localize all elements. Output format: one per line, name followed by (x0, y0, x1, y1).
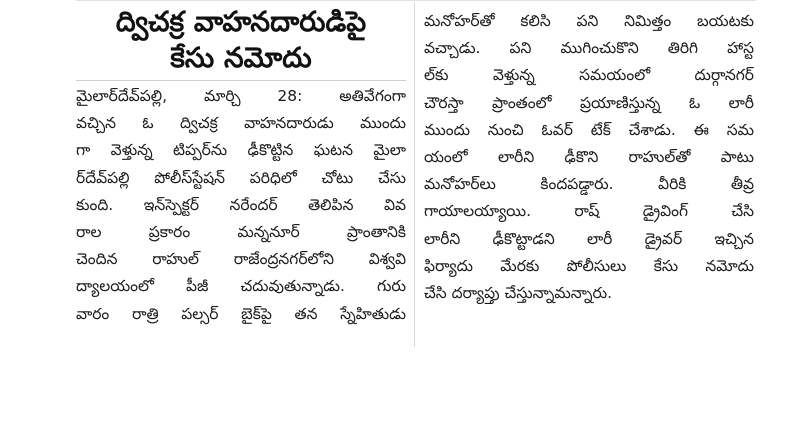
text-line: గా వెళ్తున్న టిప్పర్‌ను ఢీకొట్టిన ఘటన మైలా (76, 141, 406, 160)
text-line: వచ్చాడు. పని ముగించుకొని తిరిగి హాస్ట (424, 39, 754, 58)
text-line: లారీని ఢీకొట్టాడని లారీ డ్రైవర్ ఇచ్చిన (424, 229, 754, 248)
text-line: మనోహర్‌తో కలిసి పని నిమిత్తం బయటకు (424, 12, 754, 30)
text-line: ముందు నుంచి ఓవర్ టేక్ చేశాడు. ఈ సమ (424, 120, 754, 139)
text-line: ర్‌దేవ్‌పల్లి పోలీస్‌స్టేషన్ పరిధిలో చోటు చేసు (76, 168, 406, 187)
left-column-text (76, 83, 406, 328)
text-line: గాయాలయ్యాయి. రాష్ డ్రైవింగ్ చేసి (424, 202, 754, 221)
text-line: చెందిన రాహుల్ రాజేంద్రనగర్‌లోని విశ్వవి (76, 250, 406, 269)
headline-line-1: ద్విచక్ర వాహనదారుడిపై (115, 5, 367, 38)
headline-rule (76, 80, 406, 81)
text-line: ల్‌కు వెళ్తున్న సమయంలో దుర్గానగర్ (424, 66, 754, 85)
right-column (424, 4, 754, 307)
text-line: మైలార్‌దేవ్‌పల్లి, మార్చి 28: అతివేగంగా (76, 87, 406, 105)
right-column-text (424, 8, 754, 307)
text-line: చౌరస్తా ప్రాంతంలో ప్రయాణిస్తున్న ఓ లారీ (424, 93, 754, 112)
text-line: మనోహర్‌లు కిందపడ్డారు. వీరికి తీవ్ర (424, 175, 754, 194)
headline-line-2: కేసు నమోదు (170, 41, 312, 74)
top-rule (76, 0, 756, 1)
text-line: ఫిర్యాదు మేరకు పోలీసులు కేసు నమోదు (424, 256, 754, 275)
text-line: వారం రాత్రి పల్సర్ బైక్‌పై తన స్నేహితుడు (76, 304, 406, 323)
column-divider (414, 2, 415, 347)
headline (76, 4, 406, 76)
text-line: కుంది. ఇన్‌స్పెక్టర్ నరేందర్ తెలిపిన వివ (76, 195, 406, 214)
text-line: రాల ప్రకారం మన్ననూర్ ప్రాంతానికి (76, 222, 406, 241)
text-line: యంలో లారీని ఢీకొని రాహుల్‌తో పాటు (424, 147, 754, 166)
left-column (76, 4, 406, 328)
text-line: చేసి దర్యాప్తు చేస్తున్నామన్నారు. (424, 283, 613, 302)
text-line: వచ్చిన ఓ ద్విచక్ర వాహనదారుడు ముందు (76, 114, 406, 133)
text-line: ద్యాలయంలో పీజీ చదువుతున్నాడు. గురు (76, 277, 406, 296)
